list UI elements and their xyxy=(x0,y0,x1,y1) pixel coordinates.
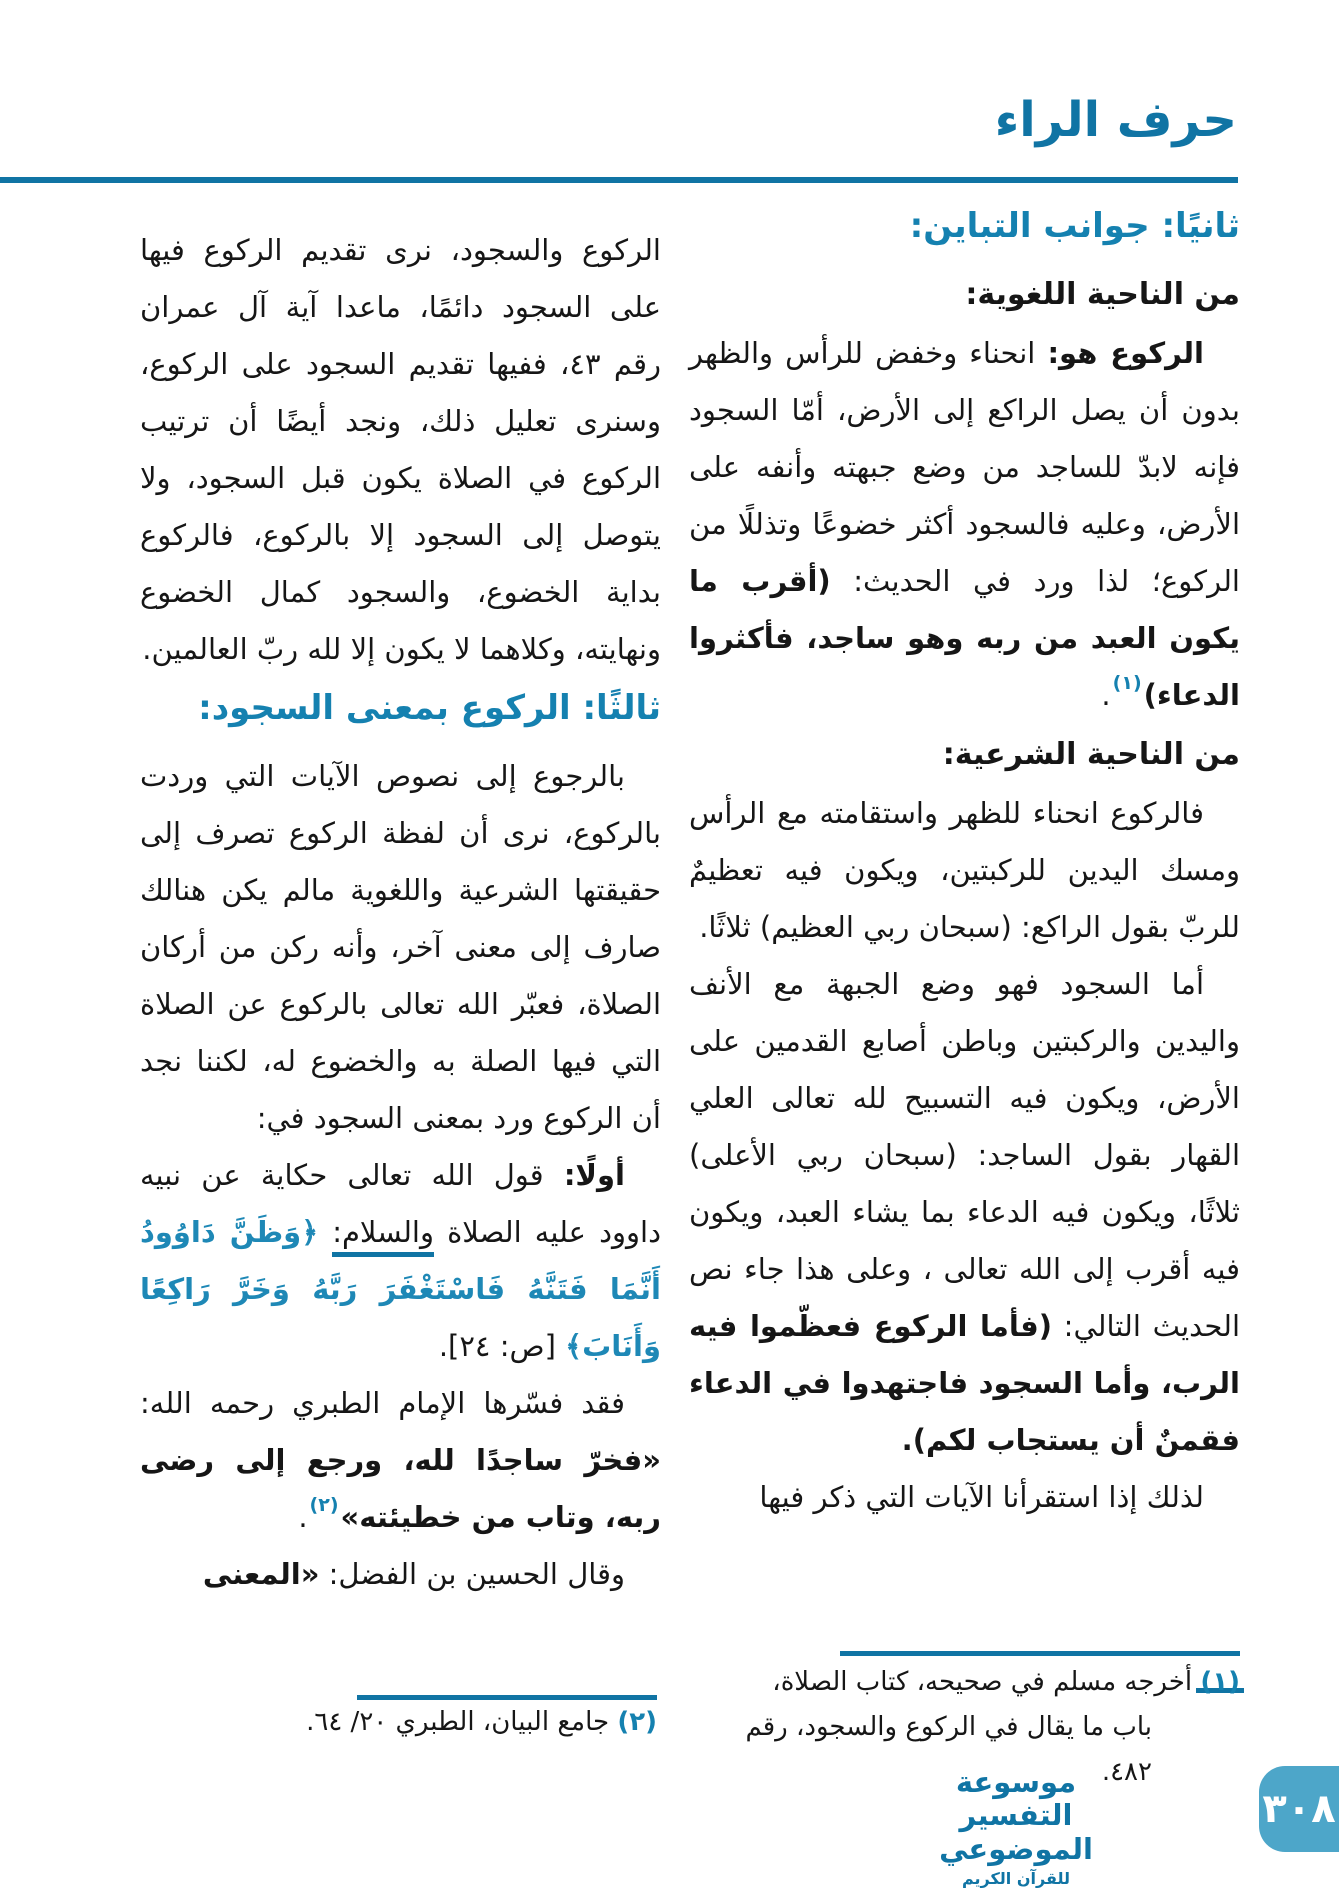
footnote-1-text: أخرجه مسلم في صحيحه، كتاب الصلاة، xyxy=(772,1667,1201,1697)
paragraph-body: انحناء وخفض للرأس والظهر بدون أن يصل الراكع إلى الأرض، أمّا السجود فإنه لابدّ للساجد من وضع جبهته وأنفه على الأرض، وعليه فالسجود أكثر خضوعًا وتذللًا من الركوع؛ لذا ورد في الحديث: xyxy=(689,336,1240,598)
underlined-word: والسلام: xyxy=(332,1215,434,1257)
footnote-2-text: جامع البيان، الطبري ٢٠/ ٦٤. xyxy=(306,1707,618,1737)
paragraph-lead: الركوع هو: xyxy=(1047,336,1204,370)
paragraph-sujud-definition xyxy=(689,956,1240,1469)
page-number-badge xyxy=(1259,1766,1339,1852)
husayn-quote: «المعنى xyxy=(202,1557,320,1591)
paragraph-transition: لذلك إذا استقرأنا الآيات التي ذكر فيها xyxy=(759,1480,1204,1514)
footnote-ref-1: (١) xyxy=(1112,672,1142,694)
paragraph-husayn xyxy=(140,1546,661,1603)
footnote-1-marker: (١) xyxy=(1200,1667,1240,1697)
subheading-linguistic: من الناحية اللغوية: xyxy=(965,277,1240,312)
sentence-period: . xyxy=(1101,678,1111,712)
chapter-header-title: حرف الراء xyxy=(994,92,1237,148)
paragraph-linguistic xyxy=(689,325,1240,724)
hadith-quote: (فأما الركوع فعظّموا فيه الرب، وأما السجود فاجتهدوا في الدعاء فقمنٌ أن يستجاب لكم). xyxy=(689,1309,1240,1457)
paragraph-body: أما السجود فهو وضع الجبهة مع الأنف واليدين والركبتين وباطن أصابع القدمين على الأرض، ويكون فيه التسبيح لله تعالى العلي القهار بقول الساجد: (سبحان ربي الأعلى) ثلاثًا، ويكون فيه الدعاء بما يشاء العبد، ويكون فيه أقرب إلى الله تعالى ، وعلى هذا جاء نص الحديث التالي: xyxy=(689,967,1240,1343)
hadith-quote: (أقرب ما يكون العبد من ربه وهو ساجد، فأكثروا الدعاء) xyxy=(689,564,1240,712)
tabari-quote: «فخرّ ساجدًا لله، ورجع إلى رضى ربه، وتاب من خطيئته» xyxy=(140,1443,661,1534)
section-heading-second: ثانيًا: جوانب التباين: xyxy=(909,206,1240,246)
header-rule xyxy=(0,177,1238,183)
paragraph-ruku-definition: فالركوع انحناء للظهر واستقامته مع الرأس ومسك اليدين للركبتين، ويكون فيه تعظيمٌ للربّ بقول الراكع: (سبحان ربي العظيم) ثلاثًا. xyxy=(689,796,1240,944)
paragraph-body: فقد فسّرها الإمام الطبري رحمه الله: xyxy=(140,1386,625,1420)
paragraph-first-evidence xyxy=(140,1147,661,1375)
page-number: ٣٠٨ xyxy=(1262,1786,1336,1832)
subheading-legal: من الناحية الشرعية: xyxy=(942,737,1240,772)
footnote-ref-2: (٢) xyxy=(309,1494,339,1516)
paragraph-ruku-meaning: بالرجوع إلى نصوص الآيات التي وردت بالركوع، نرى أن لفظة الركوع تصرف إلى حقيقتها الشرعية واللغوية مالم يكن هنالك صارف إلى معنى آخر، وأنه ركن من أركان الصلاة، فعبّر الله تعالى بالركوع عن الصلاة التي فيها الصلة به والخضوع له، لكننا نجد أن الركوع ورد بمعنى السجود في: xyxy=(140,759,661,1135)
left-column xyxy=(140,222,661,1603)
publisher-logo-subtitle: للقرآن الكريم xyxy=(961,1869,1071,1889)
paragraph-continuation: الركوع والسجود، نرى تقديم الركوع فيها على السجود دائمًا، ماعدا آية آل عمران رقم ٤٣، ففيها تقديم السجود على الركوع، وسنرى تعليل ذلك، ونجد أيضًا أن ترتيب الركوع في الصلاة يكون قبل السجود، ولا يتوصل إلى السجود إلا بالركوع، فالركوع بداية الخضوع، والسجود كمال الخضوع ونهايته، وكلاهما لا يكون إلا لله ربّ العالمين. xyxy=(140,233,661,666)
footnote-2-marker: (٢) xyxy=(617,1707,657,1737)
footnote-2 xyxy=(306,1700,657,1745)
paragraph-body: قول الله تعالى حكاية عن نبيه داوود عليه الصلاة xyxy=(140,1158,661,1249)
section-heading-third: ثالثًا: الركوع بمعنى السجود: xyxy=(198,688,661,728)
sentence-period: . xyxy=(298,1500,308,1534)
quran-verse: ﴿وَظَنَّ دَاوُودُ أَنَّمَا فَتَنَّهُ فَاسْتَغْفَرَ رَبَّهُ وَخَرَّ رَاكِعًا وَأَنَابَ﴾ xyxy=(140,1215,661,1363)
verse-citation: [ص: ٢٤]. xyxy=(438,1329,566,1363)
paragraph-tabari xyxy=(140,1375,661,1546)
paragraph-body: وقال الحسين بن الفضل: xyxy=(319,1557,625,1591)
publisher-logo xyxy=(905,1766,1127,1888)
right-column xyxy=(689,196,1240,1526)
paragraph-lead: أولًا: xyxy=(563,1158,625,1192)
footnote-1-text-line2: باب ما يقال في الركوع والسجود، رقم ٤٨٢. xyxy=(745,1712,1152,1787)
footnote-separator-right xyxy=(840,1651,1240,1656)
publisher-logo-title: موسوعة التفسير الموضوعي xyxy=(939,1765,1093,1866)
